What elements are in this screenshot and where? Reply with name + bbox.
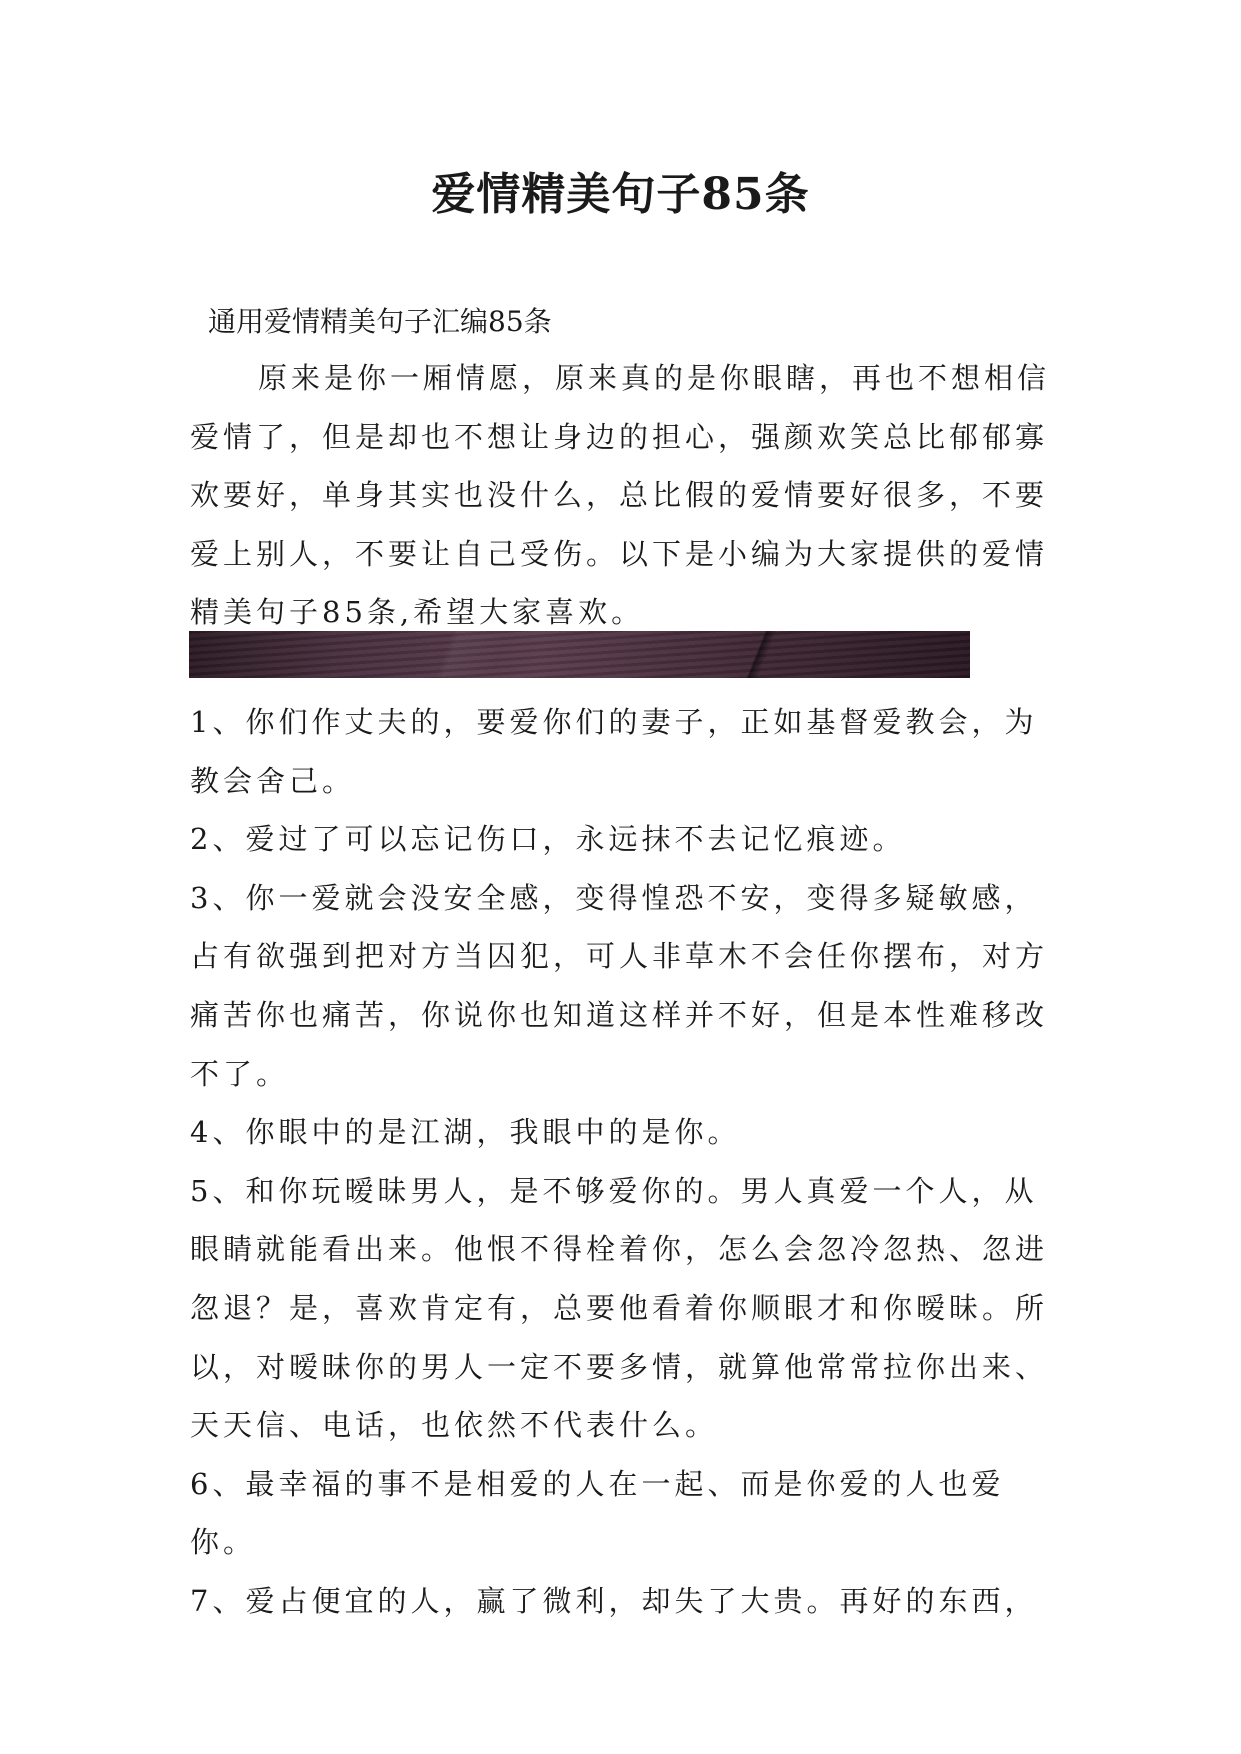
list-item: 7、爱占便宜的人，赢了微利，却失了大贵。再好的东西，: [190, 1583, 1038, 1618]
document-subtitle: 通用爱情精美句子汇编85条: [208, 305, 552, 338]
list-item: 5、和你玩暧昧男人，是不够爱你的。男人真爱一个人，从眼睛就能看出来。他恨不得栓着你，怎么会忽冷忽热、忽进忽退？是，喜欢肯定有，总要他看着你顺眼才和你暧昧。所以，对暧昧你的男人一定不要多情，就算他常常拉你出来、天天信、电话，也依然不代表什么。: [190, 1173, 1049, 1443]
intro-paragraph: 原来是你一厢情愿，原来真的是你眼瞎，再也不想相信爱情了，但是却也不想让身边的担心，强颜欢笑总比郁郁寡欢要好，单身其实也没什么，总比假的爱情要好很多，不要爱上别人，不要让自己受伤。以下是小编为大家提供的爱情精美句子85条,希望大家喜欢。: [190, 361, 1051, 630]
document-title: 爱情精美句子85条: [431, 169, 810, 220]
list-item: 1、你们作丈夫的，要爱你们的妻子，正如基督爱教会，为教会舍己。: [190, 705, 1038, 798]
list-item: 6、最幸福的事不是相爱的人在一起、而是你爱的人也爱你。: [190, 1466, 1005, 1560]
wood-banner-image: [189, 631, 970, 678]
list-item: 4、你眼中的是江湖，我眼中的是你。: [190, 1115, 741, 1150]
list-item: 3、你一爱就会没安全感，变得惶恐不安，变得多疑敏感，占有欲强到把对方当囚犯，可人非草木不会任你摆布，对方痛苦你也痛苦，你说你也知道这样并不好，但是本性难移改不了。: [190, 880, 1049, 1091]
list-item: 2、爱过了可以忘记伤口，永远抹不去记忆痕迹。: [190, 822, 906, 857]
sentence-list: [190, 693, 1070, 1631]
